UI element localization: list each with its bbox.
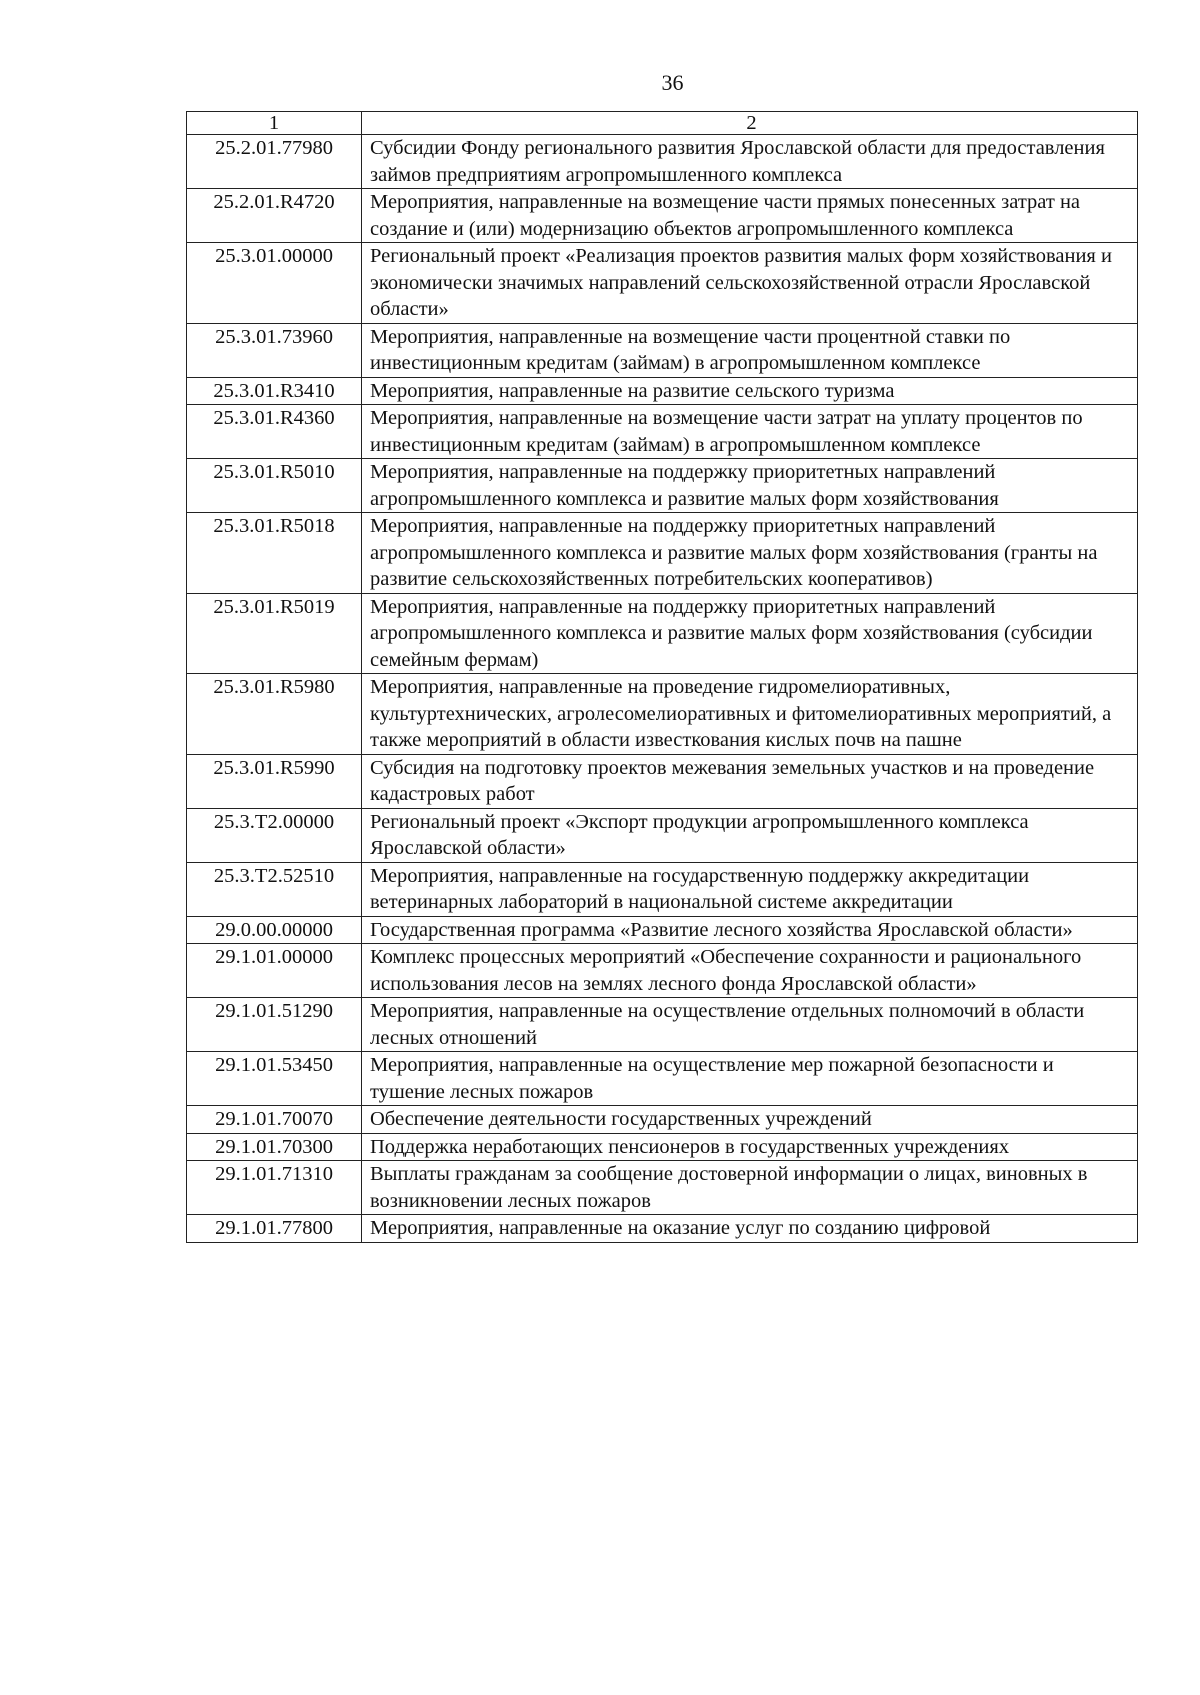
row-code: 25.3.01.R5010: [187, 459, 362, 513]
row-description: Мероприятия, направленные на оказание услуг по созданию цифровой: [362, 1215, 1138, 1243]
table-row: [187, 243, 1138, 324]
column-header-description: 2: [362, 112, 1138, 135]
table-row: [187, 1052, 1138, 1106]
table-row: [187, 323, 1138, 377]
row-code: 25.2.01.R4720: [187, 189, 362, 243]
row-description: Мероприятия, направленные на государственную поддержку аккредитации ветеринарных лабораторий в национальной системе аккредитации: [362, 862, 1138, 916]
table-row: [187, 1215, 1138, 1243]
row-code: 29.1.01.70070: [187, 1106, 362, 1134]
table-row: [187, 674, 1138, 755]
table-row: [187, 189, 1138, 243]
table-row: [187, 513, 1138, 594]
row-description: Региональный проект «Реализация проектов развития малых форм хозяйствования и экономически значимых направлений сельскохозяйственной отрасли Ярославской области»: [362, 243, 1138, 324]
table-row: [187, 754, 1138, 808]
row-code: 25.3.01.R3410: [187, 377, 362, 405]
table-row: [187, 1161, 1138, 1215]
row-code: 29.0.00.00000: [187, 916, 362, 944]
row-code: 29.1.01.51290: [187, 998, 362, 1052]
row-code: 29.1.01.53450: [187, 1052, 362, 1106]
row-description: Мероприятия, направленные на проведение гидромелиоративных, культуртехнических, агролесомелиоративных и фитомелиоративных мероприятий, а также мероприятий в области известкования кислых почв на пашне: [362, 674, 1138, 755]
row-code: 25.3.01.R5019: [187, 593, 362, 674]
row-description: Мероприятия, направленные на осуществление отдельных полномочий в области лесных отношений: [362, 998, 1138, 1052]
table-row: [187, 593, 1138, 674]
row-code: 29.1.01.70300: [187, 1133, 362, 1161]
table-row: [187, 944, 1138, 998]
table-body: [187, 112, 1138, 1243]
row-code: 25.3.01.R4360: [187, 405, 362, 459]
row-code: 25.3.01.R5990: [187, 754, 362, 808]
table-row: [187, 862, 1138, 916]
row-code: 29.1.01.71310: [187, 1161, 362, 1215]
row-code: 25.3.01.R5980: [187, 674, 362, 755]
row-description: Мероприятия, направленные на поддержку приоритетных направлений агропромышленного комплекса и развитие малых форм хозяйствования (субсидии семейным фермам): [362, 593, 1138, 674]
table-row: [187, 1106, 1138, 1134]
row-description: Мероприятия, направленные на возмещение части прямых понесенных затрат на создание и (или) модернизацию объектов агропромышленного комплекса: [362, 189, 1138, 243]
table-row: [187, 1133, 1138, 1161]
row-code: 25.3.T2.00000: [187, 808, 362, 862]
row-description: Мероприятия, направленные на возмещение части затрат на уплату процентов по инвестиционным кредитам (займам) в агропромышленном комплексе: [362, 405, 1138, 459]
row-description: Региональный проект «Экспорт продукции агропромышленного комплекса Ярославской области»: [362, 808, 1138, 862]
row-code: 25.3.T2.52510: [187, 862, 362, 916]
row-description: Мероприятия, направленные на развитие сельского туризма: [362, 377, 1138, 405]
row-code: 25.3.01.R5018: [187, 513, 362, 594]
table-row: [187, 135, 1138, 189]
column-header-code: 1: [187, 112, 362, 135]
table-row: [187, 459, 1138, 513]
row-code: 25.3.01.73960: [187, 323, 362, 377]
row-description: Мероприятия, направленные на поддержку приоритетных направлений агропромышленного комплекса и развитие малых форм хозяйствования: [362, 459, 1138, 513]
table-row: [187, 916, 1138, 944]
row-code: 25.2.01.77980: [187, 135, 362, 189]
table-row: [187, 808, 1138, 862]
row-code: 25.3.01.00000: [187, 243, 362, 324]
row-description: Обеспечение деятельности государственных учреждений: [362, 1106, 1138, 1134]
row-description: Субсидии Фонду регионального развития Ярославской области для предоставления займов предприятиям агропромышленного комплекса: [362, 135, 1138, 189]
row-description: Поддержка неработающих пенсионеров в государственных учреждениях: [362, 1133, 1138, 1161]
row-description: Мероприятия, направленные на осуществление мер пожарной безопасности и тушение лесных пожаров: [362, 1052, 1138, 1106]
row-description: Мероприятия, направленные на поддержку приоритетных направлений агропромышленного комплекса и развитие малых форм хозяйствования (гранты на развитие сельскохозяйственных потребительских кооперативов): [362, 513, 1138, 594]
row-description: Субсидия на подготовку проектов межевания земельных участков и на проведение кадастровых работ: [362, 754, 1138, 808]
budget-classification-table: [186, 111, 1138, 1243]
page-number: 36: [661, 70, 684, 95]
table-row: [187, 405, 1138, 459]
row-description: Комплекс процессных мероприятий «Обеспечение сохранности и рационального использования лесов на землях лесного фонда Ярославской области»: [362, 944, 1138, 998]
row-description: Выплаты гражданам за сообщение достоверной информации о лицах, виновных в возникновении лесных пожаров: [362, 1161, 1138, 1215]
row-code: 29.1.01.77800: [187, 1215, 362, 1243]
row-code: 29.1.01.00000: [187, 944, 362, 998]
table-row: [187, 377, 1138, 405]
row-description: Мероприятия, направленные на возмещение части процентной ставки по инвестиционным кредитам (займам) в агропромышленном комплексе: [362, 323, 1138, 377]
table-header-row: [187, 112, 1138, 135]
row-description: Государственная программа «Развитие лесного хозяйства Ярославской области»: [362, 916, 1138, 944]
table-row: [187, 998, 1138, 1052]
